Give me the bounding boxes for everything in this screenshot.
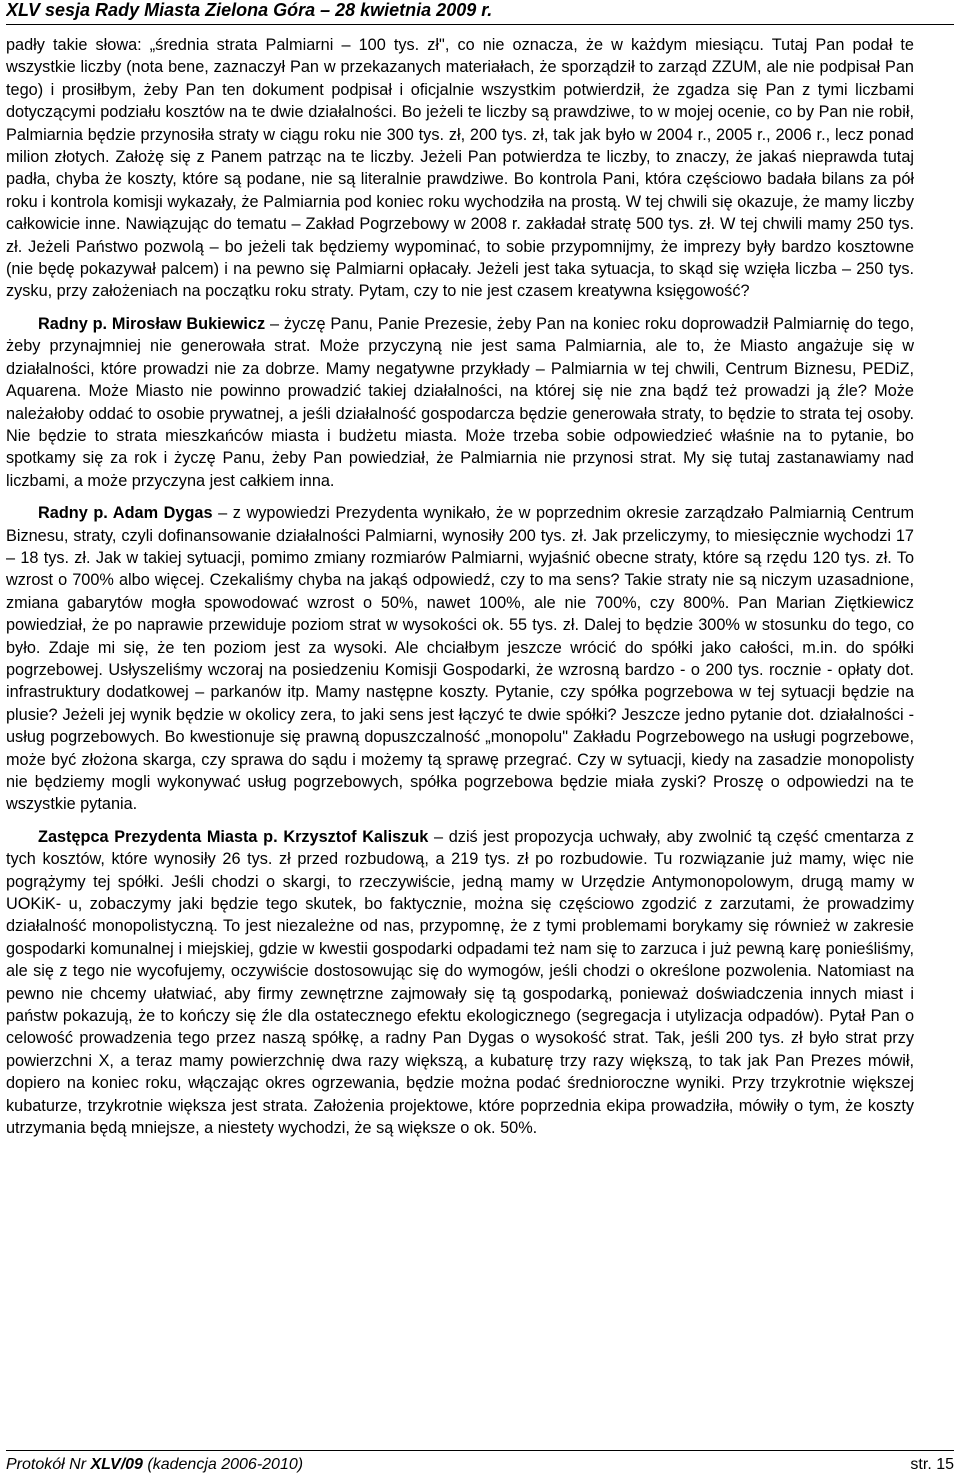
speech-text: – dziś jest propozycja uchwały, aby zwolnić tą część cmentarza z tych kosztów, które wynosiły 26 tys. zł przed rozbudową, a 219 tys. zł po rozbudowie. Tu rozwiązanie już mamy, więc nie pogrążymy tej spółki. Jeśli chodzi o skargi, to rzeczywiście, jedną mamy w Urzędzie Antymonopolowym, drugą mamy w UOKiK- u, zobaczymy jaki będzie tego skutek, bo faktycznie, można się częściowo zgodzić z zarzutami, że prowadzimy działalność monopolistyczną. To jest niezależne od nas, przypomnę, że z tymi problemami borykamy się również w zakresie gospodarki komunalnej i miejskiej, gdzie w kwestii gospodarki odpadami też nam się to zarzuca i już pewną karę ponieśliśmy, ale się z tego nie wycofujemy, oczywiście dostosowując się do wymogów, jeśli chodzi o określone pozwolenia. Natomiast na pewno nie chcemy ułatwiać, aby firmy zewnętrzne zajmowały się tą gospodarką, ponieważ doświadczenia innych miast i państw pokazują, że to kończy się źle dla ostatecznego efektu ekologicznego (segregacja i utylizacja odpadów). Pytał Pan o celowość prowadzenia tego przez naszą spółkę, a radny Pan Dygas o wysokość strat. Tak, jeśli 200 tys. zł było strat przy powierzchni X, a teraz mamy powierzchnię dwa razy większą, a kubaturę trzy razy większą, to tak jak Pan Prezes mówił, dopiero na koniec roku, włączając okres ogrzewania, będzie można podać średnioroczne wyniki. Przy trzykrotnie większej kubaturze, trzykrotnie większa jest strata. Założenia projektowe, które poprzednia ekipa prowadziła, mówiły o tym, że koszty utrzymania będą mniejsze, a niestety wychodzi, że są większe o ok. 50%. bbox=[6, 827, 914, 1138]
speech-kaliszuk bbox=[6, 826, 914, 1140]
speaker-name: Zastępca Prezydenta Miasta p. Krzysztof Kaliszuk bbox=[38, 827, 429, 846]
protocol-term: (kadencja 2006-2010) bbox=[142, 1456, 304, 1473]
page-footer bbox=[6, 1450, 954, 1477]
speaker-name: Radny p. Mirosław Bukiewicz bbox=[38, 314, 266, 333]
protocol-prefix: Protokół Nr bbox=[6, 1456, 91, 1473]
speaker-name: Radny p. Adam Dygas bbox=[38, 504, 213, 523]
document-body bbox=[6, 34, 914, 1140]
intro-paragraph: padły takie słowa: „średnia strata Palmiarni – 100 tys. zł", co nie oznacza, że w każdym miesiącu. Tutaj Pan podał te wszystkie liczby (nota bene, zaznaczył Pan w przekazanych materiałach, że sporządził to zarząd ZZUM, ale nie podpisał Pan tego) i prosiłbym, żeby Pan ten dokument podpisał i oficjalnie wszystkim potwierdził, że zgadza się Pan z tymi liczbami dotyczącymi podziału kosztów na te dwie działalności. Bo jeżeli te liczby są prawdziwe, to w mojej ocenie, co by Pan nie robił, Palmiarnia będzie przynosiła straty w ciągu roku nie 300 tys. zł, 200 tys. zł, tak jak było w 2004 r., 2005 r., 2006 r., lecz ponad milion złotych. Założę się z Panem patrząc na te liczby. Jeżeli Pan potwierdza te liczby, to znaczy, że jakaś nieprawda tutaj padła, chyba że koszty, które są podane, nie są literalnie prawdziwe. Bo kontrola Pani, która częściowo badała bilans za pół roku i kontrola komisji wykazały, że Palmiarnia pod koniec roku wychodziła na prostą. W tej chwili się okazuje, że mamy liczby całkowicie inne. Nawiązując do tematu – Zakład Pogrzebowy w 2008 r. zakładał stratę 500 tys. zł. W tej chwili mamy 250 tys. zł. Jeżeli Państwo pozwolą – bo jeżeli tak będziemy wypominać, to sobie przypomnijmy, że imprezy były bardzo kosztowne (nie będę pokazywał palcem) i na pewno się Palmiarni opłacały. Jeżeli jest taka sytuacja, to skąd się wzięła liczba – 250 tys. zysku, przy założeniach na początku roku straty. Pytam, czy to nie jest czasem kreatywna księgowość? bbox=[6, 36, 914, 301]
page-header bbox=[6, 0, 954, 25]
speech-text: – życzę Panu, Panie Prezesie, żeby Pan na koniec roku doprowadził Palmiarnię do tego, żeby przynajmniej nie generowała strat. Może przyczyną nie jest sama Palmiarnia, ale to, że Miasto angażuje się w działalności, które prowadzi nie za dobrze. Mamy negatywne przykłady – Palmiarnia w tej chwili, Centrum Biznesu, PEDiZ, Aquarena. Może Miasto nie powinno prowadzić takiej działalności, na której się nie zna bądź też prowadzi ją źle? Może należałoby oddać to osobie prywatnej, a jeśli działalność gospodarcza będzie generowała straty, to będzie to strata tej osoby. Nie będzie to strata mieszkańców miasta i budżetu miasta. Może trzeba sobie odpowiedzieć właśnie na to pytanie, bo spotkamy się za rok i życzę Panu, żeby Pan powiedział, że Palmiarnia nie przynosi strat. My się tutaj zastanawiamy nad liczbami, a może przyczyna jest całkiem inna. bbox=[6, 314, 914, 490]
protocol-number: XLV/09 bbox=[90, 1456, 143, 1473]
session-title: XLV sesja Rady Miasta Zielona Góra – 28 kwietnia 2009 r. bbox=[6, 0, 493, 20]
speech-dygas bbox=[6, 502, 914, 816]
page-number: str. 15 bbox=[910, 1456, 954, 1473]
speech-bukiewicz bbox=[6, 313, 914, 492]
protocol-reference bbox=[6, 1454, 303, 1476]
speech-text: – z wypowiedzi Prezydenta wynikało, że w poprzednim okresie zarządzało Palmiarnią Centrum Biznesu, straty, czyli dofinansowanie działalności Palmiarni, wynosiły 200 tys. zł. Jak przeliczymy, to miesięcznie wychodzi 17 – 18 tys. zł. Jak w takiej sytuacji, pomimo zmiany rozmiarów Palmiarni, wyjaśnić obecne straty, które są rzędu 120 tys. zł. To wzrost o 700% albo więcej. Czekaliśmy chyba na jakąś odpowiedź, czy to ma sens? Takie straty nie są niczym uzasadnione, zmiana gabarytów mogła spowodować wzrost o 50%, nawet 100%, ale nie 700%, czy 800%. Pan Marian Ziętkiewicz powiedział, że po naprawie przewiduje poziom strat w wysokości ok. 55 tys. zł. Dalej to będzie 300% w stosunku do tego, co było. Zdaje mi się, że ten poziom jest za wysoki. Ale chciałbym jeszcze wrócić do spółki jako całości, m.in. do spółki pogrzebowej. Usłyszeliśmy wczoraj na posiedzeniu Komisji Gospodarki, że wzrosną bardzo - o 200 tys. rocznie - opłaty dot. infrastruktury dodatkowej – parkanów itp. Mamy następne koszty. Pytanie, czy spółka pogrzebowa w tej sytuacji będzie na plusie? Jeżeli jej wynik będzie w okolicy zera, to jaki sens jest łączyć te dwie spółki? Jeszcze jedno pytanie dot. działalności - usług pogrzebowych. Bo kwestionuje się prawną dopuszczalność „monopolu" Zakładu Pogrzebowego na usługi pogrzebowe, może być złożona skarga, czy sprawa do sądu i możemy tą sprawę przegrać. Czy w sytuacji, kiedy na zasadzie monopolisty nie będziemy mogli wykonywać usług pogrzebowych, spółka pogrzebowa będzie miała zyski? Proszę o odpowiedzi na te wszystkie pytania. bbox=[6, 504, 915, 814]
